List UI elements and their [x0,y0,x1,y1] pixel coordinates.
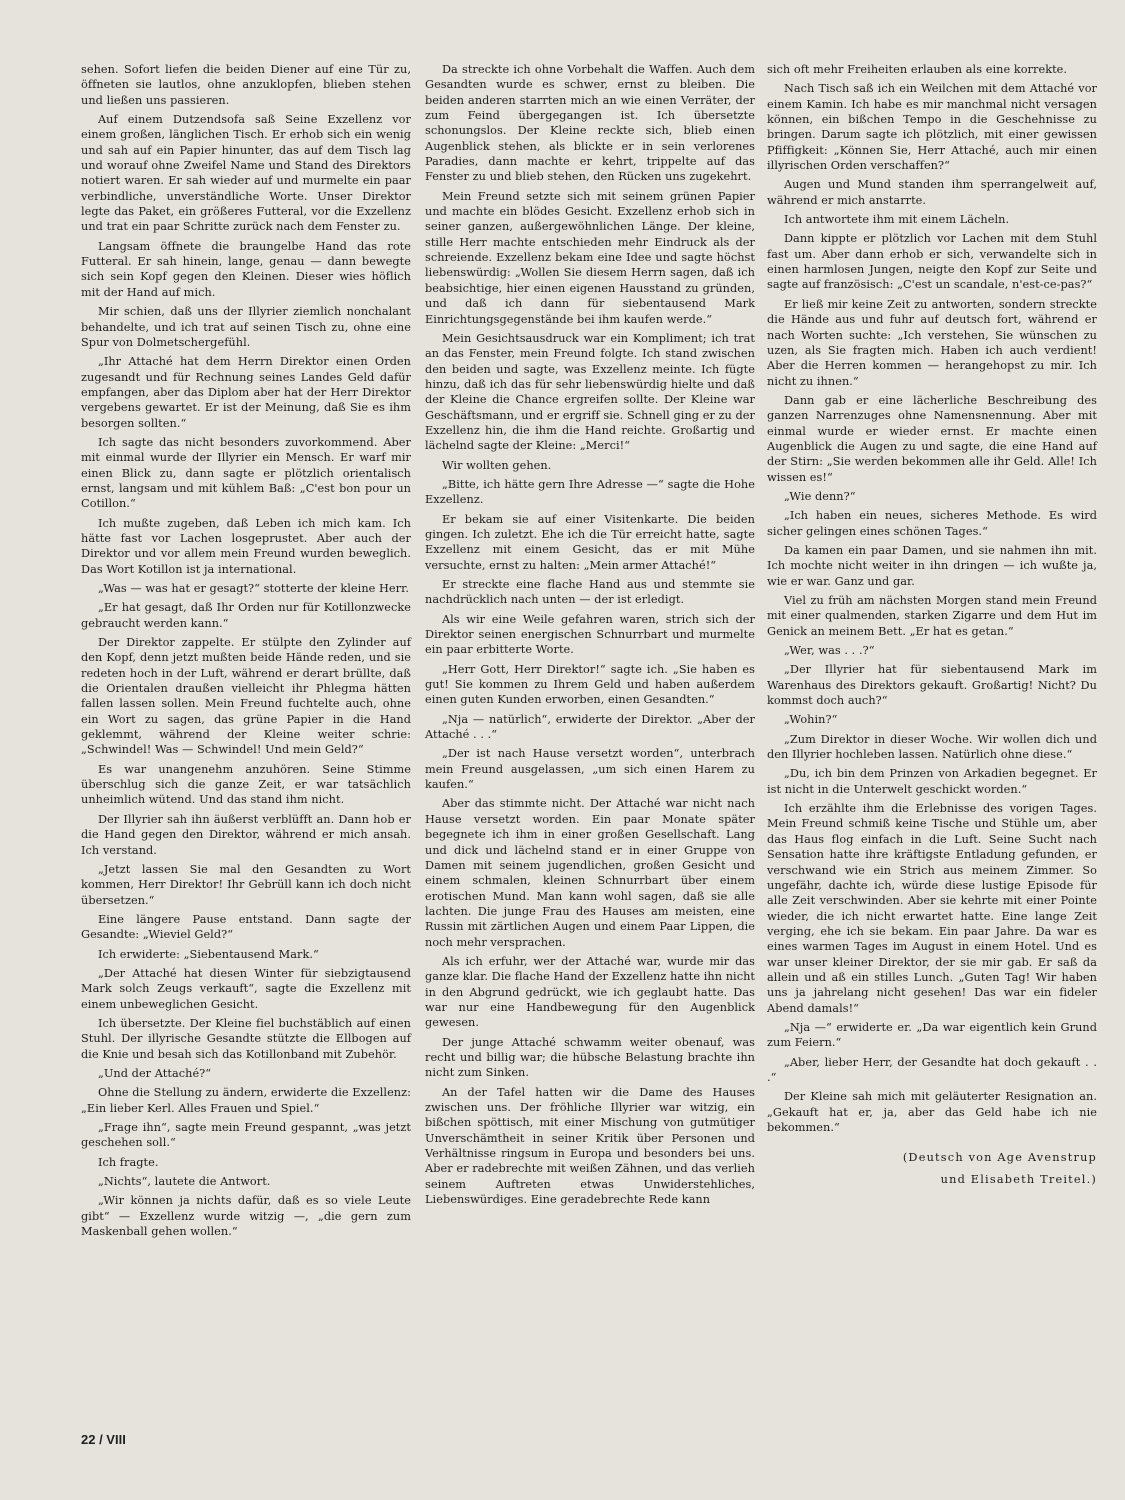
paragraph: Ich erzählte ihm die Erlebnisse des vorigen Tages. Mein Freund schmiß keine Tische und Stühle um, aber das Haus flog einfach in die Luft. Seine Sucht nach Sensation hatte ihre kräftigste Entladung gefunden, er verschwand wie ein Strich aus meinem Zimmer. So ungefähr, dachte ich, würde diese lustige Episode für alle Zeit verschwinden. Aber sie kehrte mit einer Pointe wieder, die ich nicht erwartet hatte. Eine lange Zeit verging, ehe ich sie bekam. Ein paar Jahre. Da war es eines warmen Tages im August in einem Hotel. Und es war unser kleiner Direktor, der sie mir gab. Er saß da allein und aß ein stilles Lunch. „Guten Tag! Wir haben uns ja jahrelang nicht gesehen! Das war ein fideler Abend damals!“ [767,802,1097,1015]
paragraph: Viel zu früh am nächsten Morgen stand mein Freund mit einer qualmenden, starken Zigarre und dem Hut im Genick an meinem Bett. „Er hat es getan.“ [767,594,1097,638]
paragraph: „Der ist nach Hause versetzt worden“, unterbrach mein Freund ausgelassen, „um sich einen Harem zu kaufen.“ [425,747,755,792]
paragraph: „Der Attaché hat diesen Winter für siebzigtausend Mark solch Zeugs verkauft“, sagte die Exzellenz mit einem unbeweglichen Gesicht. [81,966,411,1011]
paragraph: Der junge Attaché schwamm weiter obenauf, was recht und billig war; die hübsche Belastung brachte ihn nicht zum Sinken. [425,1035,755,1080]
paragraph: Dann kippte er plötzlich vor Lachen mit dem Stuhl fast um. Aber dann erhob er sich, verwandelte sich in einen harmlosen Jungen, neigte den Kopf zur Seite und sagte auf französisch: „C'est un scandale, n'est-ce-pas?“ [767,232,1097,292]
paragraph: Der Direktor zappelte. Er stülpte den Zylinder auf den Kopf, denn jetzt mußten beide Hände reden, und sie redeten hoch in der Luft, während er derart brüllte, daß die Orientalen draußen vielleicht ihr Phlegma hätten fallen lassen sollen. Mein Freund fuchtelte auch, ohne ein Wort zu sagen, das grüne Papier in die Hand geklemmt, während der Kleine weiter schrie: „Schwindel! Was — Schwindel! Und mein Geld?“ [81,636,411,757]
paragraph: Es war unangenehm anzuhören. Seine Stimme überschlug sich die ganze Zeit, er war tatsächlich unheimlich wütend. Und das stand ihm nicht. [81,762,411,807]
paragraph: Eine längere Pause entstand. Dann sagte der Gesandte: „Wieviel Geld?“ [81,912,411,942]
paragraph: Als ich erfuhr, wer der Attaché war, wurde mir das ganze klar. Die flache Hand der Exzellenz hatte ihn nicht in den Abgrund gedrückt, wie ich geglaubt hatte. Das war nur eine Handbewegung für den Augenblick gewesen. [425,954,755,1030]
paragraph: „Er hat gesagt, daß Ihr Orden nur für Kotillonzwecke gebraucht werden kann.“ [81,601,411,630]
paragraph: Aber das stimmte nicht. Der Attaché war nicht nach Hause versetzt worden. Ein paar Monate später begegnete ich ihm in einer großen Gesellschaft. Lang und dick und lächelnd stand er in einer Gruppe von Damen mit seinem jugendlichen, großen Gesicht und einem schmalen, kleinen Schnurrbart über einem erotischen Mund. Man kann wohl sagen, daß sie alle lachten. Die junge Frau des Hauses am meisten, eine Russin mit zärtlichen Augen und einem Paar Lippen, die noch mehr versprachen. [425,797,755,949]
paragraph: „Bitte, ich hätte gern Ihre Adresse —“ sagte die Hohe Exzellenz. [425,477,755,507]
paragraph: „Nja — natürlich“, erwiderte der Direktor. „Aber der Attaché . . .“ [425,712,755,742]
paragraph: „Wohin?“ [783,713,838,727]
paragraph: Langsam öffnete die braungelbe Hand das rote Futteral. Er sah hinein, lange, genau — dann bewegte sich sein Kopf gegen den Kleinen. Dieser wies höflich mit der Hand auf mich. [81,239,411,299]
paragraph: Ich fragte. [97,1155,159,1169]
paragraph: An der Tafel hatten wir die Dame des Hauses zwischen uns. Der fröhliche Illyrier war witzig, ein bißchen spöttisch, mit einer Mischung von gutmütiger Unverschämtheit in seiner Kritik über Personen und Verhältnisse ringsum in Europa und besonders bei uns. Aber er radebrechte mit weißen Zähnen, und das verlieh seinem Auftreten etwas Unwiderstehliches, Liebenswürdiges. Eine geradebrechte Rede kann [425,1085,755,1207]
paragraph: „Wie denn?“ [783,489,856,503]
paragraph: „Jetzt lassen Sie mal den Gesandten zu Wort kommen, Herr Direktor! Ihr Gebrüll kann ich doch nicht übersetzen.“ [81,862,411,907]
paragraph: „Herr Gott, Herr Direktor!“ sagte ich. „Sie haben es gut! Sie kommen zu Ihrem Geld und haben außerdem einen guten Kunden erworben, einen Gesandten.“ [425,662,755,707]
text-column-1 [81,62,411,1243]
paragraph: Der Kleine sah mich mit geläuterter Resignation an. „Gekauft hat er, ja, aber das Geld habe ich nie bekommen.“ [767,1090,1097,1134]
paragraph: Er ließ mir keine Zeit zu antworten, sondern streckte die Hände aus und fuhr auf deutsch fort, während er nach Worten suchte: „Ich verstehen, Sie wünschen zu uzen, als Sie fragten mich. Haben ich auch verdient! Aber die Herren kommen — herangehopst zu mir. Ich nicht zu ihnen.“ [767,297,1097,388]
paragraph: „Aber, lieber Herr, der Gesandte hat doch gekauft . . .“ [767,1055,1097,1084]
paragraph: „Du, ich bin dem Prinzen von Arkadien begegnet. Er ist nicht in die Unterwelt geschickt worden.“ [767,767,1097,796]
paragraph: Mir schien, daß uns der Illyrier ziemlich nonchalant behandelte, und ich trat auf seinen Tisch zu, ohne eine Spur von Dolmetschergefühl. [81,305,411,349]
paragraph: Mein Freund setzte sich mit seinem grünen Papier und machte ein blödes Gesicht. Exzellenz erhob sich in seiner ganzen, außergewöhnlichen Länge. Der kleine, stille Herr machte entschieden mehr Eindruck als der schreiende. Exzellenz bekam eine Idee und sagte höchst liebenswürdig: „Wollen Sie diesem Herrn sagen, daß ich beabsichtige, hier einen eigenen Hausstand zu gründen, und daß ich dann für siebentausend Mark Einrichtungsgegenstände bei ihm kaufen werde.“ [425,189,755,326]
paragraph: „Wir können ja nichts dafür, daß es so viele Leute gibt“ — Exzellenz wurde witzig —, „die gern zum Maskenball gehen wollen.“ [81,1194,411,1239]
paragraph: Augen und Mund standen ihm sperrangelweit auf, während er mich anstarrte. [767,178,1097,207]
paragraph: Dann gab er eine lächerliche Beschreibung des ganzen Narrenzuges ohne Namensnennung. Aber mit einmal wurde er wieder ernst. Er machte einen Augenblick die Augen zu und sagte, die eine Hand auf der Stirn: „Sie werden bekommen alle ihr Geld. Alle! Ich wissen es!“ [767,393,1097,484]
paragraph: Ich übersetzte. Der Kleine fiel buchstäblich auf einen Stuhl. Der illyrische Gesandte stützte die Ellbogen auf die Knie und besah sich das Kotillonband mit Zubehör. [81,1016,411,1061]
text-column-2 [425,62,755,1211]
paragraph: Mein Gesichtsausdruck war ein Kompliment; ich trat an das Fenster, mein Freund folgte. Ich stand zwischen den beiden und sagte, was Exzellenz meinte. Ich fügte hinzu, daß ich das für sehr liebenswürdig hielte und daß der Kleine die Chance ergreifen sollte. Der Kleine war Geschäftsmann, und er ergriff sie. Schnell ging er zu der Exzellenz hin, die ihm die Hand reichte. Großartig und lächelnd sagte der Kleine: „Merci!“ [425,331,755,453]
paragraph: „Wer, was . . .?“ [783,644,875,658]
paragraph: „Nja —“ erwiderte er. „Da war eigentlich kein Grund zum Feiern.“ [767,1020,1097,1050]
paragraph: „Nichts“, lautete die Antwort. [97,1175,271,1189]
paragraph: Ich sagte das nicht besonders zuvorkommend. Aber mit einmal wurde der Illyrier ein Mensch. Er warf mir einen Blick zu, dann sagte er plötzlich orientalisch ernst, langsam und mit kühlem Baß: „C'est bon pour un Cotillon.“ [81,435,411,511]
paragraph: sehen. Sofort liefen die beiden Diener auf eine Tür zu, öffneten sie lautlos, ohne anzuklopfen, blieben stehen und ließen uns passieren. [81,63,411,107]
paragraph: Der Illyrier sah ihn äußerst verblüfft an. Dann hob er die Hand gegen den Direktor, während er mich ansah. Ich verstand. [81,812,411,857]
paragraph: „Zum Direktor in dieser Woche. Wir wollen dich und den Illyrier hochleben lassen. Natürlich ohne diese.“ [767,732,1097,762]
paragraph: „Ihr Attaché hat dem Herrn Direktor einen Orden zugesandt und für Rechnung seines Landes Geld dafür empfangen, aber das Diplom aber hat der Herr Direktor vergebens gewartet. Er ist der Meinung, daß Sie es ihm besorgen sollten.“ [81,355,411,430]
paragraph: Ich mußte zugeben, daß Leben ich mich kam. Ich hätte fast vor Lachen losgeprustet. Aber auch der Direktor und vor allem mein Freund wurden beweglich. Das Wort Kotillon ist ja international. [81,516,411,576]
paragraph: „Und der Attaché?“ [97,1066,212,1080]
paragraph: „Was — was hat er gesagt?“ stotterte der kleine Herr. [97,582,409,595]
paragraph: Er streckte eine flache Hand aus und stemmte sie nachdrücklich nach unten — der ist erledigt. [425,578,755,607]
paragraph: Da kamen ein paar Damen, und sie nahmen ihn mit. Ich mochte nicht weiter in ihn dringen — ich wußte ja, wie er war. Ganz und gar. [767,543,1097,588]
translator-credit [767,1147,1097,1191]
paragraph: Ohne die Stellung zu ändern, erwiderte die Exzellenz: „Ein lieber Kerl. Alles Frauen und Spiel.“ [81,1086,411,1115]
paragraph: Nach Tisch saß ich ein Weilchen mit dem Attaché vor einem Kamin. Ich habe es mir manchmal nicht versagen können, ein bißchen Tempo in die Geschehnisse zu bringen. Darum sagte ich plötzlich, mit einer gewissen Pfiffigkeit: „Können Sie, Herr Attaché, auch mir einen illyrischen Orden verschaffen?“ [767,82,1097,173]
paragraph: „Ich haben ein neues, sicheres Methode. Es wird sicher gelingen eines schönen Tages.“ [767,509,1097,538]
paragraph: Wir wollten gehen. [441,458,552,472]
paragraph: Da streckte ich ohne Vorbehalt die Waffen. Auch dem Gesandten wurde es schwer, ernst zu bleiben. Die beiden anderen starrten mich an wie einen Verräter, der zum Feind übergegangen ist. Ich übersetzte schonungslos. Der Kleine reckte sich, blieb einen Augenblick stehen, als blickte er in sein verlorenes Paradies, dann machte er kehrt, trippelte auf das Fenster zu und blieb stehen, den Rücken uns zugekehrt. [425,63,755,184]
page-number: 22 / VIII [81,1432,126,1447]
paragraph: Ich erwiderte: „Siebentausend Mark.“ [97,947,319,961]
paragraph: Er bekam sie auf einer Visitenkarte. Die beiden gingen. Ich zuletzt. Ehe ich die Tür erreicht hatte, sagte Exzellenz mit einem Gesicht, das er mit Mühe versuchte, ernst zu halten: „Mein armer Attaché!“ [425,512,755,572]
paragraph: „Der Illyrier hat für siebentausend Mark im Warenhaus des Direktors gekauft. Großartig! Nicht? Du kommst doch auch?“ [767,663,1097,708]
paragraph: Als wir eine Weile gefahren waren, strich sich der Direktor seinen energischen Schnurrbart und murmelte ein paar erbitterte Worte. [425,612,755,657]
paragraph: „Frage ihn“, sagte mein Freund gespannt, „was jetzt geschehen soll.“ [81,1121,411,1150]
credit-line: und Elisabeth Treitel.) [940,1173,1097,1187]
paragraph: Ich antwortete ihm mit einem Lächeln. [783,213,1010,227]
credit-line: (Deutsch von Age Avenstrup [902,1151,1097,1165]
text-column-3 [767,62,1097,1191]
paragraph: sich oft mehr Freiheiten erlauben als eine korrekte. [767,63,1068,76]
paragraph: Auf einem Dutzendsofa saß Seine Exzellenz vor einem großen, länglichen Tisch. Er erhob sich ein wenig und sah auf ein Papier hinunter, das auf dem Tisch lag und worauf ohne Zweifel Name und Stand des Direktors notiert waren. Er sah wieder auf und murmelte ein paar verbindliche, unverständliche Worte. Unser Direktor legte das Paket, ein größeres Futteral, vor die Exzellenz und trat ein paar Schritte zurück nach dem Fenster zu. [81,113,411,234]
